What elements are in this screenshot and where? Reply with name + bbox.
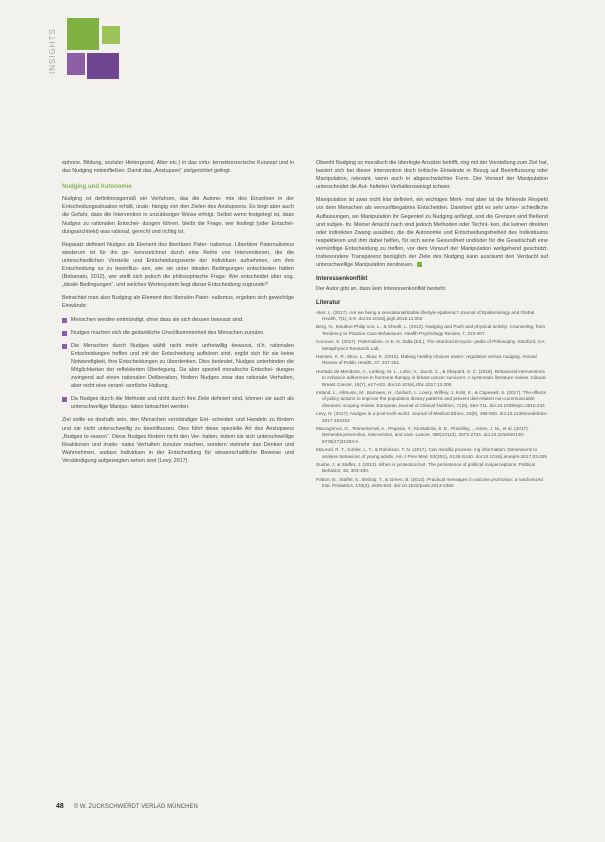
bullet-text: Nudges machen sich die gedankliche Unvollkommenheit des Menschen zunutze. [71,329,265,336]
bullet-item [62,395,294,411]
paragraph: Reparatz definiert Nudges als Element des libertären Pater- nalismus. Libertärer Paternalismus wiederum ist für ihn ge- kennzeichnet durch eine Reihe von Interventionen, die die unterschiedlichen Vorstelle und Entscheidungswerte der Individuen aufnehmen, um ihre Entscheidung so zu beeinflus- sen, wie sie unter idealen Bedingungen entschieden hätten (Bebanato, 2012), wer stellt sich jedoch die philosophische Frage: Wer entscheidet über sog. „ideale Bedingungen“, und welches Wertesystem liegt dieser Entscheidung zugrunde? [62,241,294,289]
publisher-credit: © W. ZUCKSCHWERDT VERLAG MÜNCHEN [73,803,198,810]
conflict-text: Der Autor gibt an, dass kein Interessenkonflikt besteht. [316,286,447,293]
paragraph: Obwohl Nudging so moralisch die überlegte Ansätze betrifft, ring mit der Vorstellung zum Ziel hat, basiert sich bei dieser Intervention doch kritische Einwände in Bezug auf Beeinflussung oder Manipulation, relevant, wenn auch in abgeschwächter Form. Der Vorwurf der Manipulation unterscheidet die Aut- halteten Verhaltensweisgt schwer. [316,160,548,191]
end-of-article-icon [417,262,422,267]
literature-item: Patton, B., Staffel, S., Bishop, T., & Green, B. (2014). Practical messages in vaccine promotion: a randomized trial. Pediatrics, 133(4), e835-842. doi:10.1542/peds.2013-2365 [316,476,544,489]
logo-square-light-green [102,26,120,44]
literature-item: Hansen, K. P., Skov, L., Skov, K. (2016). Making healthy choices easier: regulation versus nudging. Annual Review of Public Health, 37, 237-251. [316,353,537,366]
bullet-text: Die Menschen durch Nudges wählt nicht mehr unfreiwillig bewusst, d.h. rationalen Entscheidungen treffen und mit der Entscheidung aufhören sind, ergibt sich für sie keine Notwendigkeit, ihre Entscheidungen zu überdenken. Dies bedeutet, Nudges unterbinden die Möglichkeiten der reflektierten Überlegung. Da aber speziell moralische Entschei- dungen zwingend auf einen rationalen Deliberation, fördern Nudges zwar das rationale Verhalten, aber nicht eine verant- wortliche Haltung. [71,342,294,390]
paragraph: Ziel sollte es deshalb sein, den Menschen verständiger Ent- scheiden und Handeln zu fördern und sie nicht unterschwellig zu beeinflussen. Dies führt diese spezielle Art des Anstupsens „Nudges to reason“. Diese Nudges fördern nicht den Ver- halten, indem sie sich unterschwellige Reaktionen und irratio- nales Verhalten zunutze machen, sondern vielmehr das Denken und Wahrnehmen, sodass Individuen in der Entscheidung für wissenschaftliche Beweise und Verständigung aufgezeigten sehen sind (Levy, 2017). [62,417,294,464]
literature-item: Sunhe, J. & Staffer, J. (2013). When is protection/not. The persistence of political misperceptions. Political Behavior, 32, 303-330. [316,462,535,474]
page-footer [56,803,198,810]
literature-heading: Literatur [316,300,341,307]
paragraph: Nudging ist definitionsgemäß ein Verfahren, das die Autono- mie des Einzelnen in der Entscheidungssituation erhält, unab- hängig von den Zielen des Anstupsens. Es birgt aber auch die Gefahr, dass die Intervention in unzulässiger Weise erfolgt. Selbst wenn festgelegt ist, dass Nudges zu rationalen Entschei- dungen führen, bleibt die Frage, wer festlegt (oder Entschei- dungsarchitekt) was rational, gerecht und richtig ist. [62,196,294,235]
intro-paragraph: ephone, Bildung, sozialer Hintergrund, Alter etc.) in das virtu- ternetkonzerische Konzept und in das Nudging miteinfließen. Damit das „Anstupsen“ zielgerichtet gelingt. [62,160,294,175]
conflict-heading: Interessenkonflikt [316,276,368,283]
literature-item: Berg, N., Moulton-Philip son, L., & Sheaft, L. (2013). Nudging and Push and physical activity: Counseling, from Tendency to Practice Care Behaviours. Health Psychology Review, 7, 223-307. [316,324,546,336]
literature-item: Levy, N. (2017). Nudges in a post-truth world. Journal of Medical Ethics, 43(8), 495-500. doi:10.1136/medethics-2017-104153 [316,411,548,423]
bullet-square-icon [62,344,67,349]
literature-list [316,310,548,490]
logo-square-green [67,18,99,50]
bullet-square-icon [62,397,67,402]
page-number: 48 [56,803,64,810]
paragraph: Betrachtet man also Nudging als Element des liberalen Pater- nalismus, ergeben sich gewichtige Einwände: [62,295,294,310]
bullet-text: Da Nudges durch die Methode und nicht durch ihre Ziele definiert sind, können sie auch als unterschwellige Manipu- lation betrachtet werden. [71,396,294,411]
bullet-text: Menschen werden entmündigt, ohne dass sie sich dessen bewusst sind. [71,316,244,323]
series-logo [44,18,126,80]
right-column [316,159,548,492]
literature-item: McLeod, R. T., Kohler, L. T., & Robinson, T. N. (2017). Can mindful process- ing information: Dimensions to analyse behaviour of young adults. Am J Prev Med, 53(3S1), S135-S140. doi:10.1016/j.amepre.2017.03.025 [316,447,547,459]
section-heading: Nudging und Autonomie [62,184,132,191]
bullet-square-icon [62,318,67,323]
literature-item: Marcagrinos, G., Tesmertemal, A., Pegasia, Y., Kinstatinia, S. E., Priscilley, ., Ames, J. M., et al. (2017). Dementia prevention, intervention, and care. Lancet, 390(10113), 2673-2734. doi:10.1016/S0140-6736(17)31363-6 [316,426,530,444]
logo-square-dark-purple [87,53,119,79]
paragraph [316,196,548,269]
literature-item: Hurtado de Mendoza, A., Lerking, M. L., Lebo, V., Jacoh, C., & Shepard, S. C. (2018). Behavioral interventions to enhance adherence in hormone therapy in breast cancer survivors: A systematic literature review. Clinical Breast Cancer, 18(7), e17-e22. doi:10.1016/j.clbc.2017.12.006 [316,368,546,387]
left-column [62,159,294,470]
literature-item: Aker, L. (2017). Are we being a sensational/stable lifestyle epidemic? Journal of Epidemiology and Global Health, 7(1), 5-9. doi:10.1016/j.jegh.2016.11.002 [316,309,535,321]
bullet-item [62,316,294,324]
bullet-item [62,329,294,337]
bullet-square-icon [62,331,67,336]
literature-item: Conover, S. (2017). Paternalism. In E. N. Zalta (Ed.), The Stanford Encyclo- pedia of Philosophy. Stanford, CA: Metaphysics Research Lab. [316,339,546,351]
series-label: INSIGHTS [48,28,57,74]
bullet-item [62,342,294,391]
literature-item: Ireland, L., Allmusis, M., Barnwes, H., Gerlach, L. Lowry, Wilfrey, J. Kohl, K., & Capewell, S. (2017). The effects of policy actions to improve the population dietary patterns and prevent diet-related non-communicable diseases: scoping review. European Journal of Clinical Nutrition, 71(6), 694-711. doi:10.1038/ejcn.2016.234 [316,389,546,408]
logo-square-purple [67,53,85,75]
paragraph-text: Manipulation ist zwar nicht klar definiert, ein wichtiges Merk- mal aber ist die fehlende Respekt vor dem Menschen als vernunftbegabtes Entscheiden. Daneben gibt es sehr unter- schiedliche Auffassungen, wo Manipulation ihr Gegenteil zu Nudging anfängt, und die Grenzen sind fließend und subjek- tiv. Meiner Ansicht nach sind jedoch Methoden oder Techni- ken, die keinen direkten oder indirekten Zwang ausüben, die die Autonomie und Entscheidungsfreiheit des Individuums respektieren und ihm dabei helfen, für sich seine Gesundheit und/oder für die Gesellschaft eine vernünftige Entscheidung zu treffen, vor dem Vorwurf der Manipulation weitgehend geschützt. Insbesondere Transparenz bezüglich der Ziele des Nudging kann ausräumt den Verdacht auf unterschwellige Manipulation zerstreuen. [316,197,548,269]
